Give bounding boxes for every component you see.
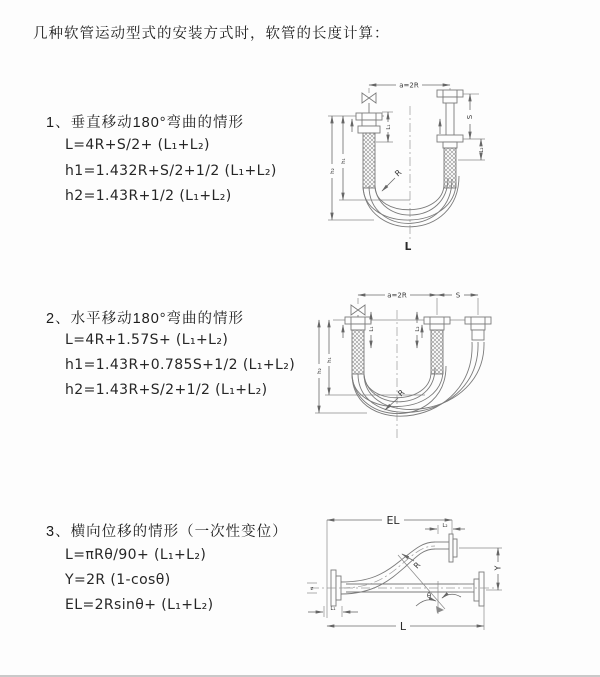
dim-label-l1: L₁ xyxy=(369,326,375,332)
section-3-formula-L: L=πRθ/90+ (L₁+L₂) xyxy=(65,547,207,563)
dim-label-l1: L₁ xyxy=(330,606,336,612)
braided-hose xyxy=(431,330,443,374)
section-1-formula-h2: h2=1.43R+1/2 (L₁+L₂) xyxy=(65,188,232,204)
dimension-l2 xyxy=(415,312,421,348)
left-flange-fitting xyxy=(328,113,384,188)
section-2-formula-h2: h2=1.43R+S/2+1/2 (L₁+L₂) xyxy=(65,382,268,398)
dimension-L xyxy=(327,598,484,633)
dim-label-s: S xyxy=(466,114,474,120)
left-flange-fitting xyxy=(343,317,371,374)
dimension-l1 xyxy=(308,606,358,617)
dim-label-l1: L₁ xyxy=(386,124,392,130)
right-flange-fitting xyxy=(465,317,491,340)
dim-label-a2r: a=2R xyxy=(399,81,419,90)
dim-label-l2: L₂ xyxy=(479,147,485,153)
dim-label-el: EL xyxy=(386,514,400,527)
dim-label-h2: h₂ xyxy=(330,168,336,174)
dimension-a2r xyxy=(358,292,437,300)
valve-icon xyxy=(351,305,365,317)
dim-label-a2r: a=2R xyxy=(387,291,407,300)
angle-vertex-mark xyxy=(436,606,444,613)
section-1-formula-L: L=4R+S/2+ (L₁+L₂) xyxy=(65,137,210,153)
diagram-lateral-displacement xyxy=(298,498,600,656)
radius-callout xyxy=(382,168,404,191)
page-title: 几种软管运动型式的安装方式时，软管的长度计算： xyxy=(33,26,390,42)
dimension-h1 xyxy=(325,320,425,395)
dim-label-r: R xyxy=(396,387,407,399)
braided-hose xyxy=(444,148,456,188)
dim-label-l2: L₂ xyxy=(415,326,421,332)
dimension-s xyxy=(437,292,478,300)
diagram-horizontal-180-bend xyxy=(305,282,597,474)
braided-hose xyxy=(363,133,375,188)
upper-flange xyxy=(435,534,457,562)
dimension-el xyxy=(327,514,452,618)
section-2-heading: 2、水平移动180°弯曲的情形 xyxy=(46,311,245,327)
section-2-formula-h1: h1=1.43R+0.785S+1/2 (L₁+L₂) xyxy=(65,357,296,373)
s-curve-hose xyxy=(341,542,435,594)
section-2-formula-L: L=4R+1.57S+ (L₁+L₂) xyxy=(65,332,229,348)
dim-label-l2: L₂ xyxy=(442,523,448,529)
hose-curves xyxy=(352,342,484,416)
dim-label-h2: h₂ xyxy=(317,368,323,374)
dim-label-s: S xyxy=(455,291,461,300)
section-1-heading: 1、垂直移动180°弯曲的情形 xyxy=(46,115,245,131)
dim-label-theta: θ xyxy=(426,592,432,600)
dim-label-L: L xyxy=(404,241,412,253)
dimension-s xyxy=(463,94,485,139)
dim-label-r: R xyxy=(411,560,423,571)
angle-theta xyxy=(398,555,461,614)
section-3-formula-EL: EL=2Rsinθ+ (L₁+L₂) xyxy=(65,597,214,613)
right-flange xyxy=(458,572,484,606)
right-flange-fitting xyxy=(437,90,463,188)
section-3-formula-Y: Y=2R (1-cosθ) xyxy=(65,572,171,588)
dimension-l2 xyxy=(425,523,465,534)
dim-label-y: Y xyxy=(493,565,503,571)
dim-label-L: L xyxy=(399,620,407,633)
braided-hose xyxy=(352,330,364,374)
valve-icon xyxy=(362,93,376,113)
section-3-heading: 3、横向位移的情形（一次性变位） xyxy=(46,524,288,540)
section-1-formula-h1: h1=1.432R+S/2+1/2 (L₁+L₂) xyxy=(65,163,277,179)
diagram-vertical-180-bend xyxy=(312,72,588,258)
middle-flange-fitting xyxy=(422,317,450,374)
dim-label-h1: h₁ xyxy=(341,158,347,164)
dim-label-r: R xyxy=(393,167,404,179)
z-label: z xyxy=(310,586,314,592)
dim-label-h1: h₁ xyxy=(327,357,333,363)
